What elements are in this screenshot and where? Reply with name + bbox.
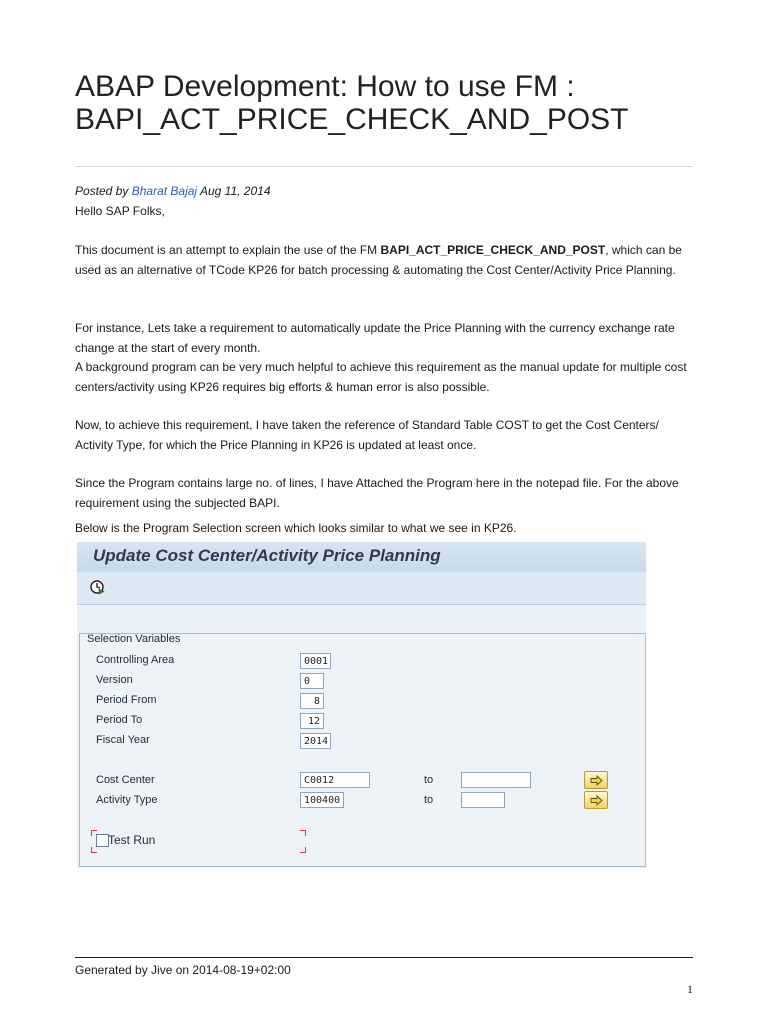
period-from-label: Period From bbox=[96, 694, 157, 706]
selection-variables-title: Selection Variables bbox=[87, 633, 181, 645]
author-link[interactable]: Bharat Bajaj bbox=[131, 184, 198, 198]
activity-type-multiple-selection-button[interactable] bbox=[584, 791, 608, 809]
period-from-field[interactable]: 8 bbox=[300, 693, 324, 709]
paragraph-reference bbox=[75, 416, 695, 455]
version-label: Version bbox=[96, 674, 133, 686]
sap-screen-title: Update Cost Center/Activity Price Planning bbox=[93, 546, 441, 565]
footer-divider bbox=[75, 957, 693, 958]
title-divider bbox=[75, 166, 693, 167]
intro-text bbox=[75, 241, 695, 280]
paragraph-intro bbox=[75, 241, 695, 280]
paragraph-instance bbox=[75, 319, 695, 397]
focus-corner-bottom-right bbox=[300, 847, 306, 853]
intro-text-b: , which can be used as an alternative of TCode KP26 for batch processing & automating the Cost Center/Activity Price Planning. bbox=[75, 243, 682, 277]
sap-header bbox=[77, 542, 646, 572]
focus-corner-bottom-left bbox=[91, 847, 97, 853]
page-number: 1 bbox=[687, 982, 693, 996]
sap-toolbar bbox=[77, 572, 646, 605]
arrow-right-icon bbox=[590, 795, 603, 806]
period-to-field[interactable]: 12 bbox=[300, 713, 324, 729]
attachment-text: Since the Program contains large no. of lines, I have Attached the Program here in the notepad file. For the above requirement using the subjected BAPI. bbox=[75, 476, 679, 510]
background-text: A background program can be very much helpful to achieve this requirement as the manual update for multiple cost centers/activity using KP26 requires big efforts & human error is also possible. bbox=[75, 360, 687, 394]
selection-screen-text: Below is the Program Selection screen which looks similar to what we see in KP26. bbox=[75, 521, 517, 535]
reference-text: Now, to achieve this requirement, I have taken the reference of Standard Table COST to get the Cost Centers/ Activity Type, for which the Price Planning in KP26 is updated at least once. bbox=[75, 418, 659, 452]
fiscal-year-field[interactable]: 2014 bbox=[300, 733, 331, 749]
generated-footer: Generated by Jive on 2014-08-19+02:00 bbox=[75, 963, 291, 977]
cost-center-to-label: to bbox=[424, 774, 434, 786]
cost-center-to-field[interactable] bbox=[461, 772, 531, 788]
activity-type-to-label: to bbox=[424, 794, 434, 806]
controlling-area-label: Controlling Area bbox=[96, 654, 175, 666]
arrow-right-icon bbox=[590, 775, 603, 786]
intro-text-a: This document is an attempt to explain the use of the FM bbox=[75, 243, 381, 257]
test-run-label: Test Run bbox=[108, 833, 156, 847]
cost-center-from-field[interactable]: C0012 bbox=[300, 772, 370, 788]
activity-type-from-field[interactable]: 100400 bbox=[300, 792, 344, 808]
version-field[interactable]: 0 bbox=[300, 673, 324, 689]
posted-by-label: Posted by bbox=[75, 184, 129, 198]
fm-name: BAPI_ACT_PRICE_CHECK_AND_POST bbox=[380, 243, 606, 257]
post-meta bbox=[75, 184, 271, 198]
instance-text: For instance, Lets take a requirement to automatically update the Price Planning with the currency exchange rate change at the start of every month. bbox=[75, 321, 675, 355]
cost-center-multiple-selection-button[interactable] bbox=[584, 771, 608, 789]
paragraph-selection-screen bbox=[75, 519, 695, 539]
greeting-text: Hello SAP Folks, bbox=[75, 204, 165, 218]
cost-center-label: Cost Center bbox=[96, 774, 155, 786]
activity-type-to-field[interactable] bbox=[461, 792, 505, 808]
execute-clock-icon[interactable] bbox=[89, 579, 105, 595]
post-date: Aug 11, 2014 bbox=[199, 184, 271, 198]
selection-variables-frame bbox=[79, 633, 646, 867]
page-title: ABAP Development: How to use FM : BAPI_ACT_PRICE_CHECK_AND_POST bbox=[75, 70, 629, 136]
period-to-label: Period To bbox=[96, 714, 143, 726]
focus-corner-top-right bbox=[300, 830, 306, 836]
paragraph-attachment bbox=[75, 474, 695, 513]
sap-selection-screen bbox=[77, 542, 646, 868]
activity-type-label: Activity Type bbox=[96, 794, 158, 806]
greeting bbox=[75, 202, 695, 222]
fiscal-year-label: Fiscal Year bbox=[96, 734, 150, 746]
controlling-area-field[interactable]: 0001 bbox=[300, 653, 331, 669]
